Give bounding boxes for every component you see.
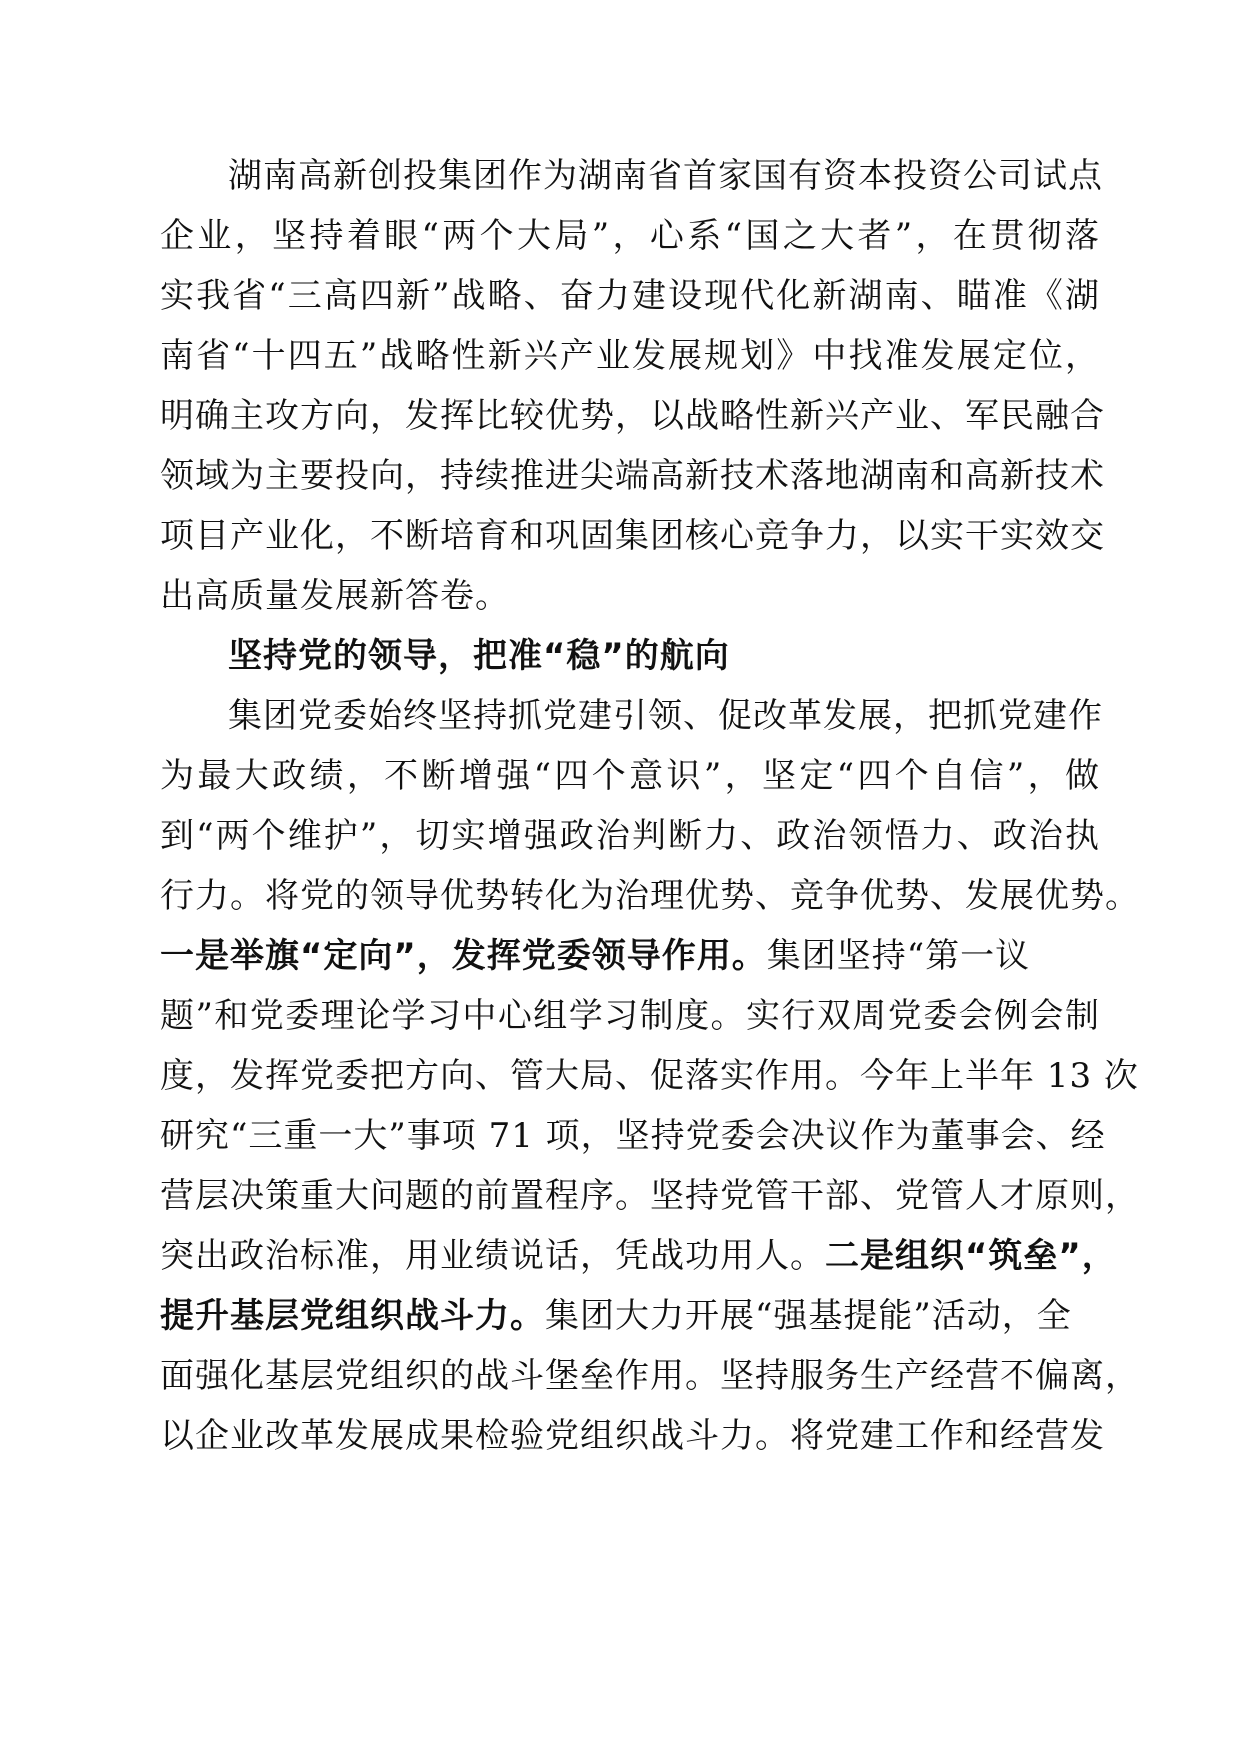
paragraph-1-line-7: 项目产业化，不断培育和巩固集团核心竞争力，以实干实效交	[160, 516, 1105, 556]
paragraph-1-line-5: 明确主攻方向，发挥比较优势，以战略性新兴产业、军民融合	[160, 396, 1105, 436]
section-heading: 坚持党的领导，把准“稳”的航向	[228, 636, 730, 676]
paragraph-2-line-6: 题”和党委理论学习中心组学习制度。实行双周党委会例会制	[160, 996, 1100, 1036]
paragraph-2-line-4: 行力。将党的领导优势转化为治理优势、竞争优势、发展优势。	[160, 876, 1140, 916]
paragraph-1-line-3: 实我省“三高四新”战略、奋力建设现代化新湖南、瞄准《湖	[160, 276, 1100, 316]
paragraph-1-line-6: 领域为主要投向，持续推进尖端高新技术落地湖南和高新技术	[160, 456, 1105, 496]
paragraph-2-line-1: 集团党委始终坚持抓党建引领、促改革发展，把抓党建作	[228, 696, 1103, 736]
paragraph-2-line-5	[160, 926, 1100, 986]
paragraph-1-line-1: 湖南高新创投集团作为湖南省首家国有资本投资公司试点	[228, 156, 1103, 196]
paragraph-2-line-2: 为最大政绩，不断增强“四个意识”，坚定“四个自信”，做	[160, 756, 1100, 796]
point-one-text-end: 突出政治标准，用业绩说话，凭战功用人。	[160, 1236, 825, 1276]
paragraph-2-line-13: 以企业改革发展成果检验党组织战斗力。将党建工作和经营发	[160, 1416, 1105, 1456]
paragraph-2-line-12: 面强化基层党组织的战斗堡垒作用。坚持服务生产经营不偏离，	[160, 1356, 1140, 1396]
paragraph-1-line-4: 南省“十四五”战略性新兴产业发展规划》中找准发展定位，	[160, 336, 1100, 376]
paragraph-2-line-10	[160, 1226, 1117, 1286]
paragraph-2-line-9: 营层决策重大问题的前置程序。坚持党管干部、党管人才原则，	[160, 1176, 1140, 1216]
point-one-heading: 一是举旗“定向”，发挥党委领导作用。	[160, 936, 767, 976]
paragraph-1-line-2: 企业，坚持着眼“两个大局”，心系“国之大者”，在贯彻落	[160, 216, 1100, 256]
point-two-text-start: 集团大力开展“强基提能”活动，全	[545, 1296, 1072, 1336]
point-one-text-start: 集团坚持“第一议	[766, 936, 1031, 976]
paragraph-1-line-8: 出高质量发展新答卷。	[160, 576, 510, 616]
paragraph-2-line-11	[160, 1286, 1100, 1346]
point-two-heading-start: 二是组织“筑垒”，	[825, 1236, 1117, 1276]
paragraph-2-line-3: 到“两个维护”，切实增强政治判断力、政治领悟力、政治执	[160, 816, 1100, 856]
paragraph-2-line-8: 研究“三重一大”事项 71 项，坚持党委会决议作为董事会、经	[160, 1116, 1106, 1156]
paragraph-2-line-7: 度，发挥党委把方向、管大局、促落实作用。今年上半年 13 次	[160, 1056, 1139, 1096]
point-two-heading-end: 提升基层党组织战斗力。	[160, 1296, 545, 1336]
